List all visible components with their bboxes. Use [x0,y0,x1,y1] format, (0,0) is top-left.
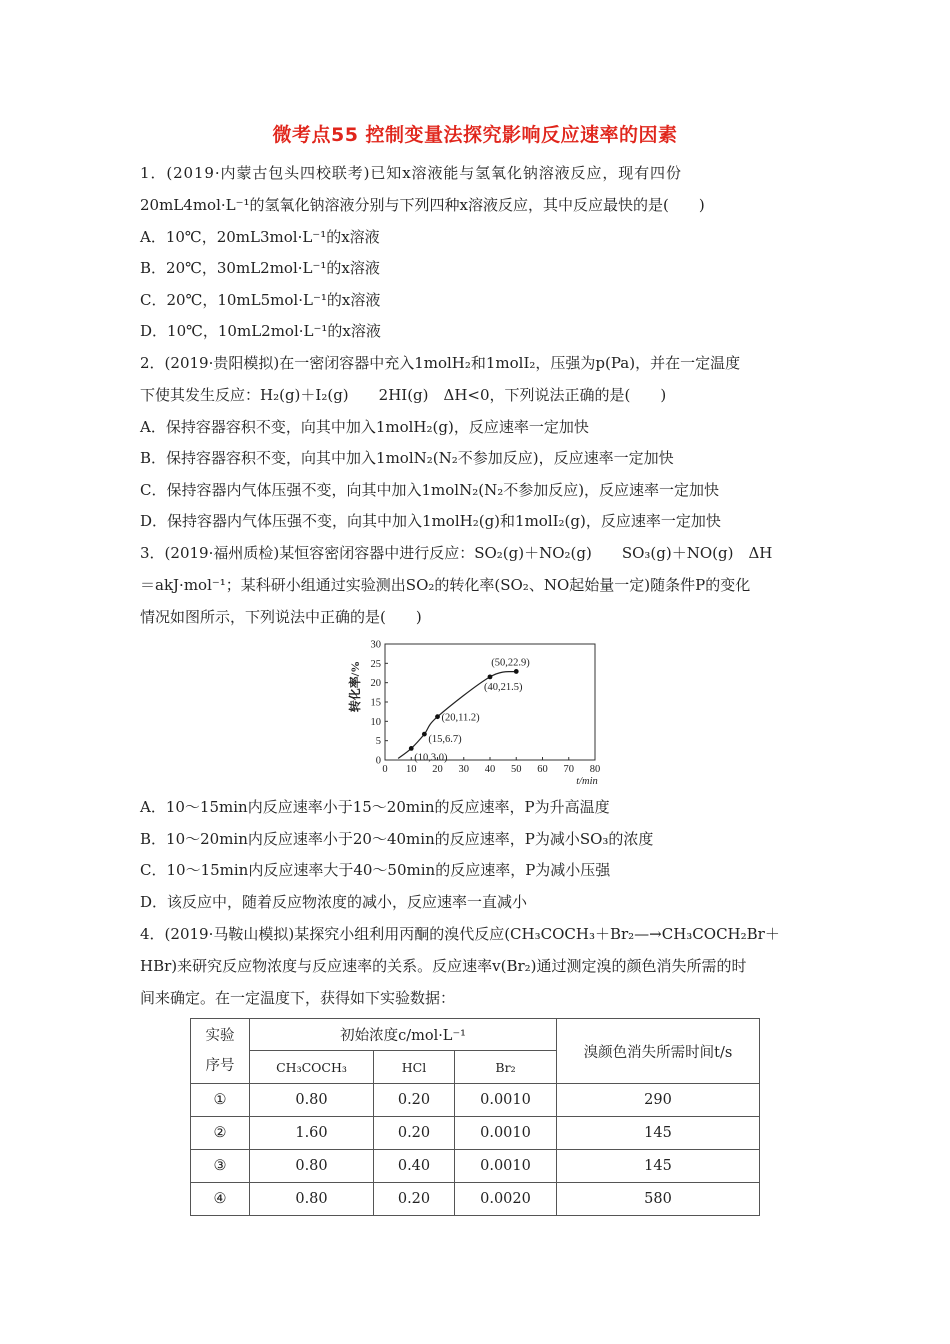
table-cell: 0.20 [374,1084,455,1117]
header-hcl: HCl [374,1051,455,1084]
data-label: (40,21.5) [484,681,523,693]
y-tick-label: 5 [375,736,381,748]
header-experiment-line1: 实验 [205,1028,235,1044]
y-tick-label: 0 [375,755,381,767]
table-row [191,1150,760,1183]
table-cell: ② [191,1117,250,1150]
table-cell: ③ [191,1150,250,1183]
data-label: (15,6.7) [428,734,462,746]
header-experiment-line2: 序号 [205,1058,235,1074]
q3-stem-line1: 3．(2019·福州质检)某恒容密闭容器中进行反应：SO₂(g)＋NO₂(g) SO₃(g)＋NO(g) ΔH [140,544,773,562]
table-cell: ④ [191,1183,250,1216]
table-cell: ① [191,1084,250,1117]
x-tick-label: 10 [406,764,417,775]
data-point [488,674,493,679]
data-point [409,746,414,751]
y-tick-label: 15 [370,697,381,709]
x-tick-label: 0 [382,764,388,775]
header-time: 溴颜色消失所需时间t/s [557,1019,760,1084]
data-point [514,669,519,674]
x-axis-label: t/min [576,776,598,787]
x-tick-label: 70 [563,764,574,775]
data-point [422,732,427,737]
q4-stem-line3: 间来确定。在一定温度下，获得如下实验数据： [140,989,456,1007]
q2-option-d: D．保持容器内气体压强不变，向其中加入1molH₂(g)和1molI₂(g)，反应速率一定加快 [140,512,721,530]
q3-option-c: C．10～15min内反应速率大于40～50min的反应速率，P为减小压强 [140,861,611,879]
experiment-table [190,1018,760,1216]
table-cell: 0.80 [250,1183,374,1216]
header-initial-concentration: 初始浓度c/mol·L⁻¹ [250,1019,557,1051]
data-label: (50,22.9) [491,657,530,669]
header-br2: Br₂ [455,1051,557,1084]
x-tick-label: 40 [484,764,496,775]
data-label: (10,3.0) [414,752,448,764]
q2-stem-line2: 下使其发生反应：H₂(g)＋I₂(g) 2HI(g) ΔH<0，下列说法正确的是( ) [140,386,667,404]
table-cell: 0.0010 [455,1150,557,1183]
table-cell: 0.20 [374,1117,455,1150]
y-tick-label: 30 [370,639,381,651]
x-tick-label: 50 [511,764,522,775]
y-tick-label: 10 [370,716,381,728]
page-title: 微考点55 控制变量法探究影响反应速率的因素 [272,124,678,146]
q3-stem-line3: 情况如图所示，下列说法中正确的是( ) [140,608,422,626]
table-cell: 580 [557,1183,760,1216]
table-row [191,1183,760,1216]
q3-option-a: A．10～15min内反应速率小于15～20min的反应速率，P为升高温度 [140,798,610,816]
x-tick-label: 80 [589,764,601,775]
q4-stem-line1: 4．(2019·马鞍山模拟)某探究小组利用丙酮的溴代反应(CH₃COCH₃＋Br₂—→CH₃COCH₂Br＋ [140,925,780,943]
table-row [191,1117,760,1150]
table-row [191,1084,760,1117]
conversion-chart [345,632,605,788]
table-cell: 0.40 [374,1150,455,1183]
table-cell: 1.60 [250,1117,374,1150]
y-tick-label: 20 [370,678,381,690]
y-tick-label: 25 [370,658,381,670]
q3-stem-line2: ＝akJ·mol⁻¹；某科研小组通过实验测出SO₂的转化率(SO₂、NO起始量一定)随条件P的变化 [140,576,751,594]
table-cell: 0.0020 [455,1183,557,1216]
table-cell: 0.20 [374,1183,455,1216]
table-cell: 0.80 [250,1150,374,1183]
q3-option-d: D．该反应中，随着反应物浓度的减小，反应速率一直减小 [140,893,528,911]
q1-stem-line1: 1．(2019·内蒙古包头四校联考)已知x溶液能与氢氧化钠溶液反应，现有四份 [140,164,682,182]
table-cell: 290 [557,1084,760,1117]
data-point [435,714,440,719]
table-cell: 0.80 [250,1084,374,1117]
q2-option-c: C．保持容器内气体压强不变，向其中加入1molN₂(N₂不参加反应)，反应速率一定加快 [140,481,720,499]
x-tick-label: 20 [432,764,443,775]
table-cell: 0.0010 [455,1117,557,1150]
q1-option-b: B．20℃，30mL2mol·L⁻¹的x溶液 [140,259,380,277]
q1-stem-line2: 20mL4mol·L⁻¹的氢氧化钠溶液分别与下列四种x溶液反应，其中反应最快的是( ) [140,196,705,214]
table-cell: 145 [557,1150,760,1183]
q2-stem-line1: 2．(2019·贵阳模拟)在一密闭容器中充入1molH₂和1molI₂，压强为p(Pa)，并在一定温度 [140,354,741,372]
x-tick-label: 60 [537,764,548,775]
table-cell: 145 [557,1117,760,1150]
data-label: (20,11.2) [441,712,480,724]
q3-option-b: B．10～20min内反应速率小于20～40min的反应速率，P为减小SO₃的浓度 [140,830,654,848]
x-tick-label: 30 [458,764,469,775]
q2-option-b: B．保持容器容积不变，向其中加入1molN₂(N₂不参加反应)，反应速率一定加快 [140,449,674,467]
y-axis-label: 转化率/% [348,660,362,713]
q1-option-c: C．20℃，10mL5mol·L⁻¹的x溶液 [140,291,381,309]
q4-stem-line2: HBr)来研究反应物浓度与反应速率的关系。反应速率v(Br₂)通过测定溴的颜色消失所需的时 [140,957,747,975]
q1-option-a: A．10℃，20mL3mol·L⁻¹的x溶液 [140,228,380,246]
table-cell: 0.0010 [455,1084,557,1117]
header-experiment [191,1019,250,1084]
header-acetone: CH₃COCH₃ [250,1051,374,1084]
q2-option-a: A．保持容器容积不变，向其中加入1molH₂(g)，反应速率一定加快 [140,418,589,436]
q1-option-d: D．10℃，10mL2mol·L⁻¹的x溶液 [140,322,381,340]
